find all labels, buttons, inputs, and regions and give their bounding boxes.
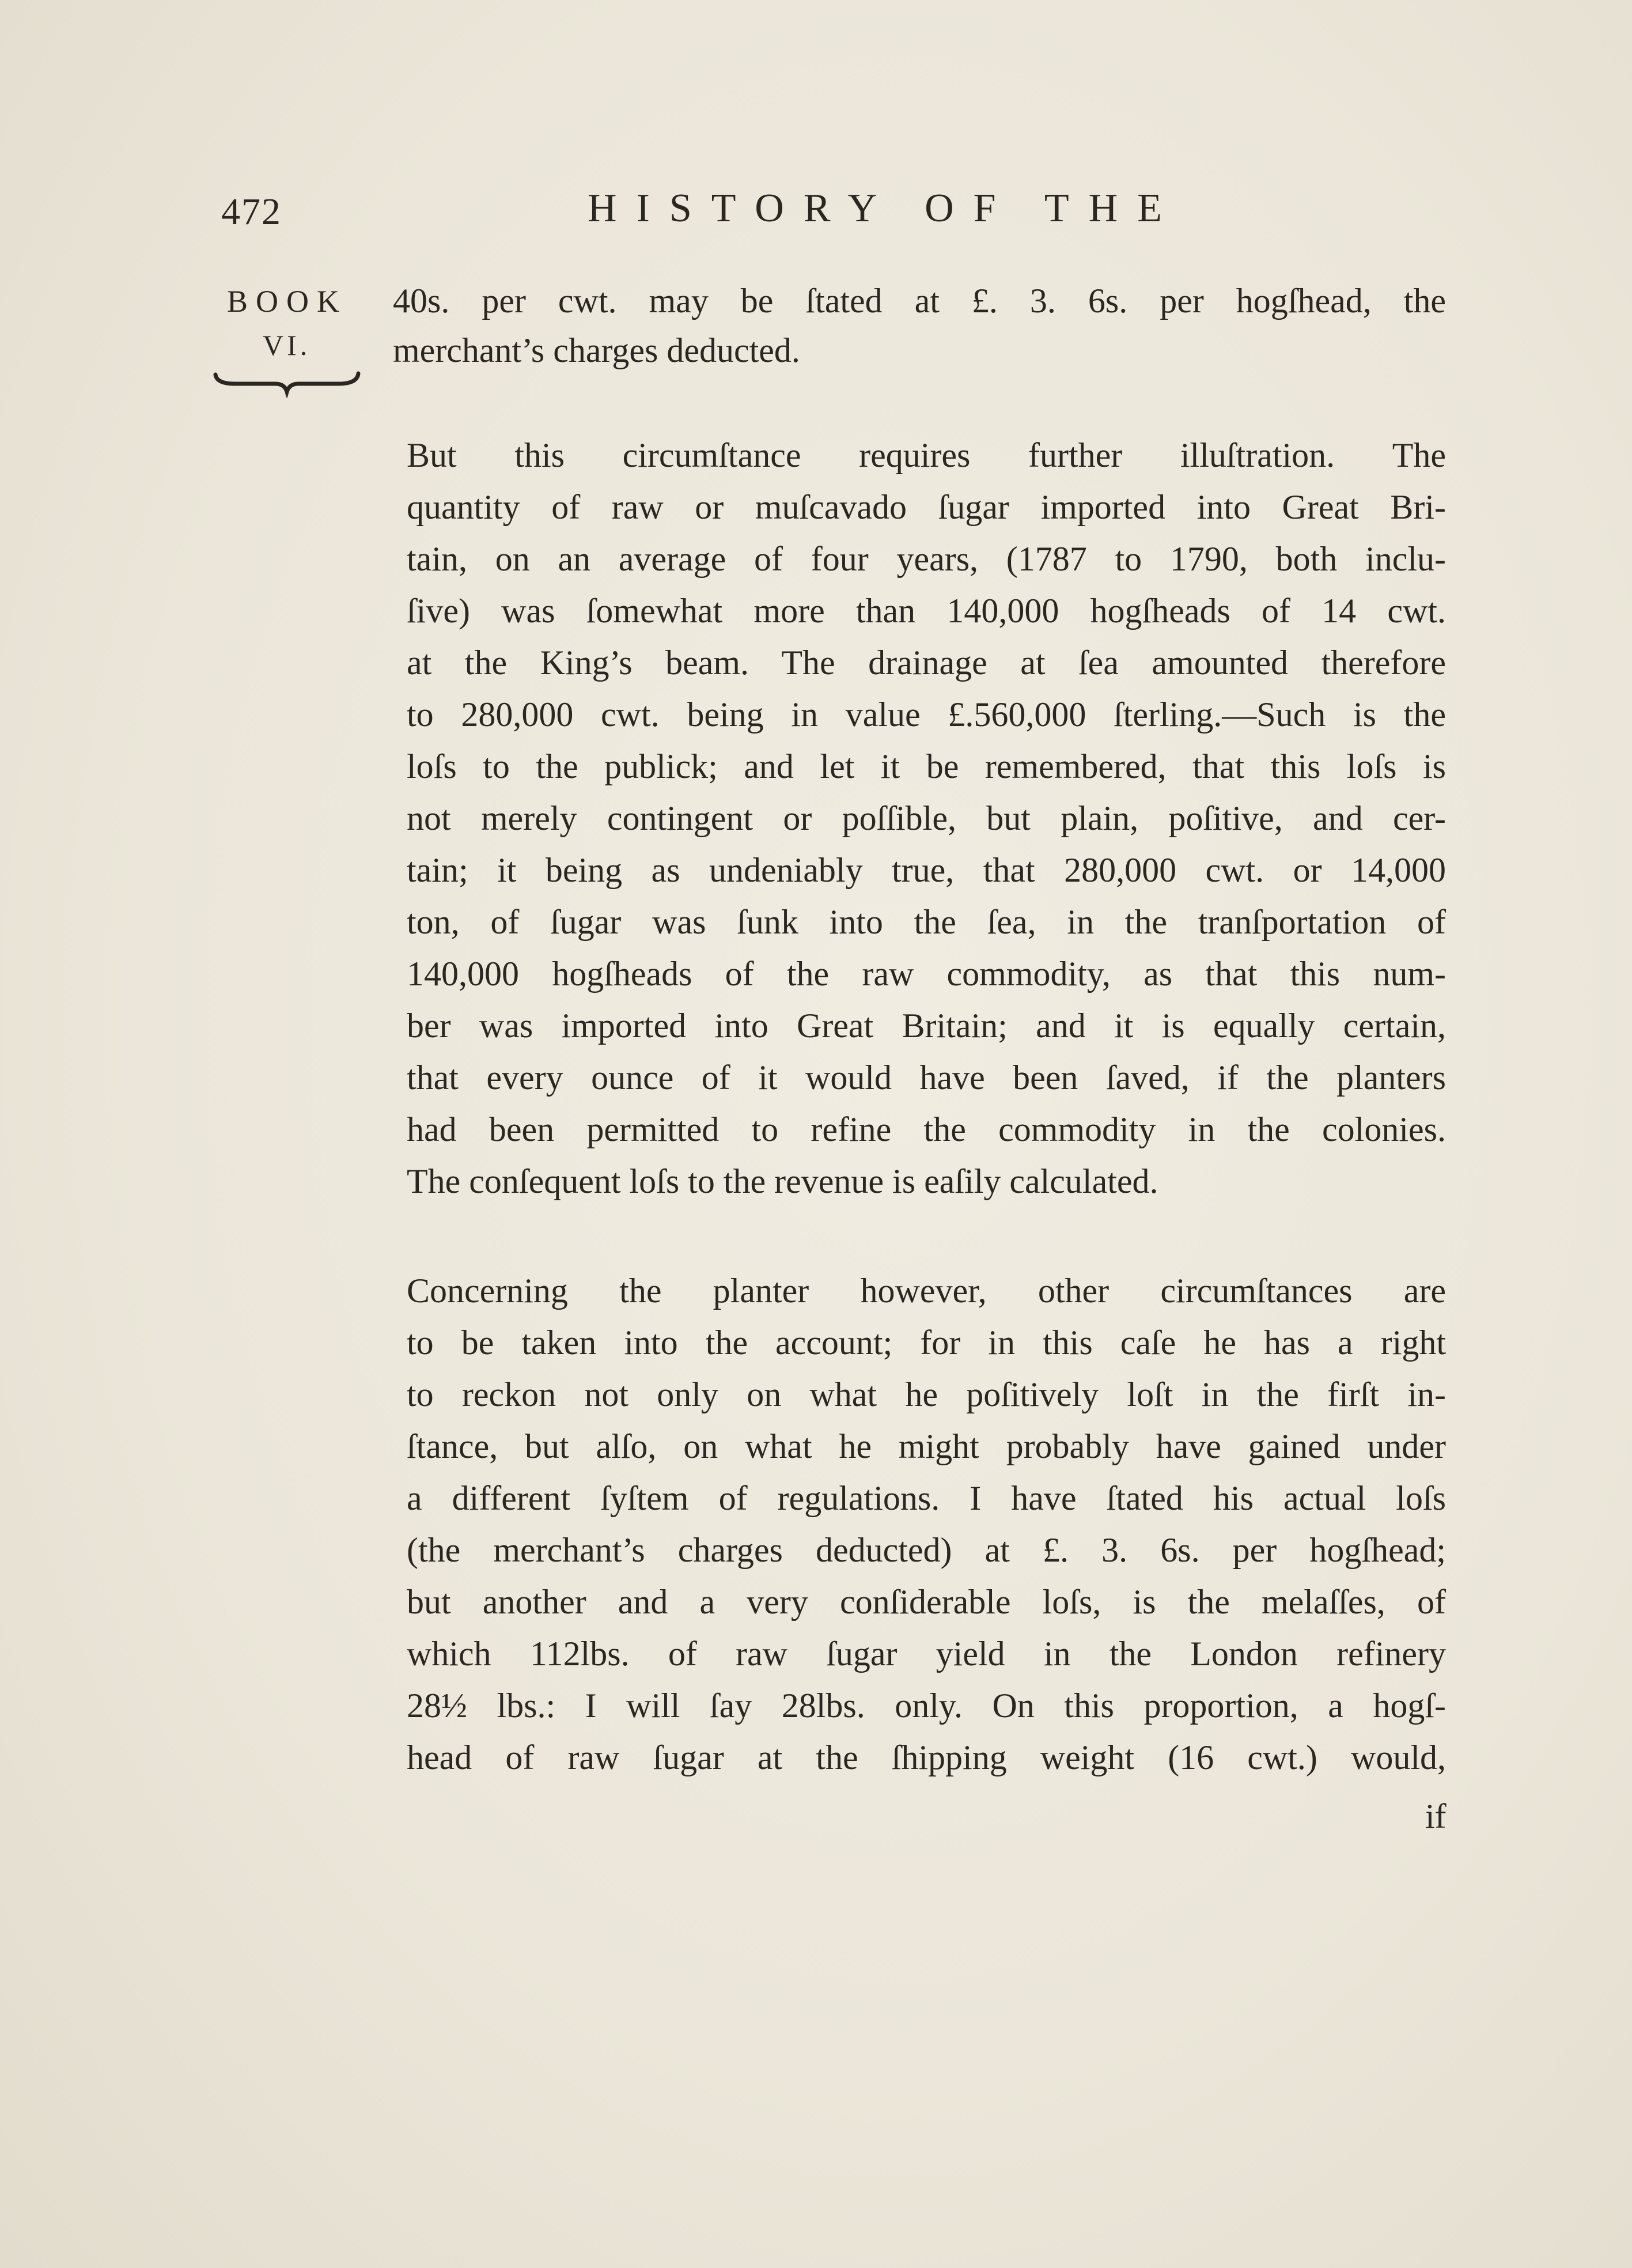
text-line: 28½ lbs.: I will ſay 28lbs. only. On this proportion, a hogſ- — [407, 1687, 1446, 1725]
text-line: ſtance, but alſo, on what he might probably have gained under — [407, 1427, 1446, 1465]
text-line: quantity of raw or muſcavado ſugar imported into Great Bri- — [407, 488, 1446, 526]
text-line: at the King’s beam. The drainage at ſea amounted therefore — [407, 644, 1446, 682]
page-number: 472 — [221, 191, 282, 233]
text-line: to 280,000 cwt. being in value £.560,000 ſterling.—Such is the — [407, 695, 1446, 734]
text-line: a different ſyſtem of regulations. I have ſtated his actual loſs — [407, 1479, 1446, 1517]
margin-book-label: BOOK — [227, 284, 348, 319]
text-line: loſs to the publick; and let it be remembered, that this loſs is — [407, 747, 1446, 785]
text-line: But this circumſtance requires further illuſtration. The — [407, 436, 1446, 474]
text-line: 40s. per cwt. may be ſtated at £. 3. 6s. per hogſhead, the — [393, 282, 1446, 320]
text-line: to reckon not only on what he poſitively loſt in the firſt in- — [407, 1375, 1446, 1413]
text-line: which 112lbs. of raw ſugar yield in the London refinery — [407, 1635, 1446, 1673]
text-line: 140,000 hogſheads of the raw commodity, as that this num- — [407, 955, 1446, 993]
running-title: HISTORY OF THE — [588, 186, 1182, 230]
text-line: that every ounce of it would have been ſaved, if the planters — [407, 1059, 1446, 1097]
text-line: ton, of ſugar was ſunk into the ſea, in the tranſportation of — [407, 903, 1446, 941]
text-line: ſive) was ſomewhat more than 140,000 hogſheads of 14 cwt. — [407, 592, 1446, 630]
text-line: had been permitted to refine the commodity in the colonies. — [407, 1110, 1446, 1148]
text-line: The conſequent loſs to the revenue is eaſily calculated. — [407, 1162, 1158, 1200]
text-line: tain; it being as undeniably true, that 280,000 cwt. or 14,000 — [407, 851, 1446, 889]
text-line: but another and a very conſiderable loſs, is the melaſſes, of — [407, 1583, 1446, 1621]
text-line: ber was imported into Great Britain; and it is equally certain, — [407, 1007, 1446, 1045]
catchword: if — [1425, 1797, 1447, 1835]
text-line: (the merchant’s charges deducted) at £. 3. 6s. per hogſhead; — [407, 1531, 1446, 1569]
margin-brace — [212, 369, 362, 398]
text-line: Concerning the planter however, other circumſtances are — [407, 1272, 1446, 1310]
text-line: to be taken into the account; for in this caſe he has a right — [407, 1324, 1446, 1362]
text-line: not merely contingent or poſſible, but plain, poſitive, and cer- — [407, 799, 1446, 837]
text-line: merchant’s charges deducted. — [393, 331, 800, 369]
text-line: tain, on an average of four years, (1787 to 1790, both inclu- — [407, 540, 1446, 578]
text-line: head of raw ſugar at the ſhipping weight (16 cwt.) would, — [407, 1738, 1446, 1776]
margin-volume-label: VI. — [263, 329, 311, 361]
